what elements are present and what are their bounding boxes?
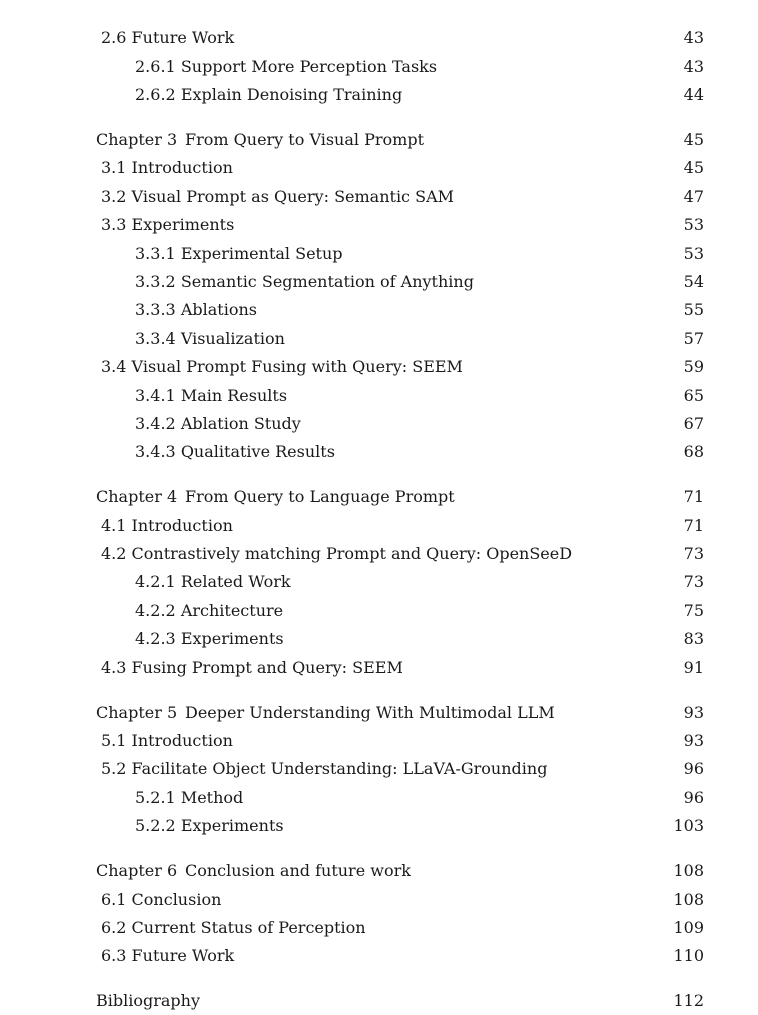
- toc-chapter-entry[interactable]: [0, 702, 758, 724]
- toc-page-number: 44: [683, 85, 704, 104]
- toc-page-number: 65: [683, 386, 704, 405]
- toc-entry-title: Qualitative Results: [180, 442, 335, 461]
- toc-entry-title: Future Work: [131, 28, 235, 47]
- toc-page-number: 73: [683, 544, 704, 563]
- toc-entry[interactable]: [0, 56, 758, 78]
- toc-page-number: 96: [683, 759, 704, 778]
- toc-entry-label: [96, 702, 555, 724]
- toc-entry-title: Explain Denoising Training: [180, 85, 403, 104]
- toc-entry[interactable]: [0, 271, 758, 293]
- toc-entry[interactable]: [0, 515, 758, 537]
- toc-chapter-number: Chapter 6: [96, 861, 178, 880]
- toc-entry-label: [101, 515, 233, 537]
- toc-entry-label: [135, 328, 285, 350]
- toc-entry[interactable]: [0, 657, 758, 679]
- toc-page-number: 91: [683, 658, 704, 677]
- toc-entry-number: 5.2: [101, 759, 127, 778]
- toc-entry-title: Related Work: [180, 572, 291, 591]
- toc-entry-number: 3.4: [101, 357, 127, 376]
- toc-entry-title: Ablation Study: [180, 414, 301, 433]
- toc-entry-label: [96, 129, 424, 151]
- toc-page-number: 59: [683, 357, 704, 376]
- toc-entry-title: Conclusion: [131, 890, 222, 909]
- toc-entry[interactable]: [0, 945, 758, 967]
- toc-page-number: 43: [683, 57, 704, 76]
- toc-page-number: 45: [683, 158, 704, 177]
- toc-entry-title: Semantic Segmentation of Anything: [180, 272, 474, 291]
- toc-entry-title: Introduction: [131, 516, 233, 535]
- toc-entry[interactable]: [0, 917, 758, 939]
- toc-entry[interactable]: [0, 214, 758, 236]
- toc-entry-number: 2.6: [101, 28, 127, 47]
- toc-entry[interactable]: [0, 543, 758, 565]
- toc-entry-label: [101, 730, 233, 752]
- toc-entry-number: 5.1: [101, 731, 127, 750]
- toc-entry-title: Ablations: [180, 300, 257, 319]
- toc-entry[interactable]: [0, 600, 758, 622]
- toc-entry-title: Support More Perception Tasks: [180, 57, 438, 76]
- toc-page-number: 109: [673, 918, 704, 937]
- toc-page-number: 55: [683, 300, 704, 319]
- toc-entry-title: Experimental Setup: [180, 244, 343, 263]
- toc-entry-number: 4.2.2: [135, 601, 176, 620]
- toc-entry[interactable]: [0, 787, 758, 809]
- toc-page-number: 43: [683, 28, 704, 47]
- toc-entry-label: [135, 84, 402, 106]
- toc-entry-number: 3.3: [101, 215, 127, 234]
- toc-entry-label: [135, 787, 243, 809]
- toc-entry[interactable]: [0, 628, 758, 650]
- toc-page-number: 71: [683, 487, 704, 506]
- toc-entry[interactable]: [0, 186, 758, 208]
- toc-entry[interactable]: [0, 571, 758, 593]
- toc-entry-label: [101, 27, 234, 49]
- toc-entry-title: Architecture: [180, 601, 284, 620]
- toc-entry-label: [135, 413, 301, 435]
- toc-chapter-title: Conclusion and future work: [185, 861, 411, 880]
- toc-chapter-number: Chapter 5: [96, 703, 178, 722]
- toc-entry-title: Introduction: [131, 158, 233, 177]
- toc-entry-title: Experiments: [180, 816, 284, 835]
- toc-chapter-title: From Query to Language Prompt: [185, 487, 455, 506]
- toc-bibliography-entry[interactable]: [0, 990, 758, 1012]
- toc-entry-label: [135, 299, 257, 321]
- toc-page-number: 93: [683, 731, 704, 750]
- toc-entry-number: 5.2.2: [135, 816, 176, 835]
- toc-page-number: 53: [683, 215, 704, 234]
- toc-entry-label: [135, 815, 284, 837]
- toc-entry-label: [101, 889, 221, 911]
- toc-entry-number: 4.2.3: [135, 629, 176, 648]
- toc-entry[interactable]: [0, 441, 758, 463]
- toc-page-number: 110: [673, 946, 704, 965]
- toc-entry-number: 3.1: [101, 158, 127, 177]
- toc-entry-label: [135, 571, 291, 593]
- toc-entry-number: 6.2: [101, 918, 127, 937]
- toc-page-number: 73: [683, 572, 704, 591]
- toc-entry[interactable]: [0, 758, 758, 780]
- toc-page-number: 67: [683, 414, 704, 433]
- toc-entry[interactable]: [0, 889, 758, 911]
- toc-entry-number: 2.6.2: [135, 85, 176, 104]
- toc-entry-label: [135, 56, 437, 78]
- toc-entry[interactable]: [0, 84, 758, 106]
- toc-page-number: 54: [683, 272, 704, 291]
- toc-entry-label: [101, 758, 547, 780]
- toc-entry-title: Future Work: [131, 946, 235, 965]
- toc-entry-number: 6.3: [101, 946, 127, 965]
- toc-chapter-title: Deeper Understanding With Multimodal LLM: [185, 703, 555, 722]
- toc-entry-label: [101, 214, 234, 236]
- toc-entry-number: 4.2: [101, 544, 127, 563]
- toc-entry-label: [101, 917, 366, 939]
- toc-chapter-number: Chapter 3: [96, 130, 178, 149]
- toc-page-number: 57: [683, 329, 704, 348]
- toc-page-number: 47: [683, 187, 704, 206]
- toc-entry-label: [135, 385, 287, 407]
- toc-entry-number: 2.6.1: [135, 57, 176, 76]
- toc-entry-label: [135, 271, 474, 293]
- toc-entry-number: 3.4.1: [135, 386, 176, 405]
- toc-entry[interactable]: [0, 356, 758, 378]
- toc-entry[interactable]: [0, 815, 758, 837]
- toc-entry-label: [101, 945, 234, 967]
- toc-page-number: 75: [683, 601, 704, 620]
- toc-chapter-title: From Query to Visual Prompt: [185, 130, 424, 149]
- toc-entry-title: Contrastively matching Prompt and Query: OpenSeeD: [131, 544, 573, 563]
- toc-entry-title: Facilitate Object Understanding: LLaVA-Grounding: [131, 759, 548, 778]
- toc-entry-title: Visual Prompt Fusing with Query: SEEM: [131, 357, 463, 376]
- toc-entry[interactable]: [0, 328, 758, 350]
- toc-page-number: 68: [683, 442, 704, 461]
- toc-entry-label: [101, 657, 403, 679]
- toc-entry-number: 3.4.3: [135, 442, 176, 461]
- toc-entry-title: Visual Prompt as Query: Semantic SAM: [131, 187, 454, 206]
- toc-entry-number: 3.3.3: [135, 300, 176, 319]
- toc-entry-label: [96, 486, 455, 508]
- toc-entry-label: [101, 186, 454, 208]
- toc-entry[interactable]: [0, 385, 758, 407]
- toc-entry-label: [135, 243, 343, 265]
- toc-page-number: 112: [673, 991, 704, 1010]
- toc-entry-label: [135, 441, 335, 463]
- toc-entry-number: 3.3.2: [135, 272, 176, 291]
- toc-entry-label: [96, 860, 411, 882]
- toc-chapter-entry[interactable]: [0, 486, 758, 508]
- toc-entry-title: Visualization: [180, 329, 285, 348]
- toc-entry-number: 4.3: [101, 658, 127, 677]
- toc-page-number: 83: [683, 629, 704, 648]
- toc-entry-title: Experiments: [180, 629, 284, 648]
- toc-entry-number: 6.1: [101, 890, 127, 909]
- toc-page-number: 71: [683, 516, 704, 535]
- toc-entry-number: 3.4.2: [135, 414, 176, 433]
- toc-entry-label: [101, 356, 463, 378]
- toc-entry-title: Main Results: [180, 386, 288, 405]
- toc-entry-title: Current Status of Perception: [131, 918, 366, 937]
- toc-entry-number: 4.2.1: [135, 572, 176, 591]
- toc-page-number: 103: [673, 816, 704, 835]
- toc-entry-label: [135, 600, 283, 622]
- toc-entry-number: 3.2: [101, 187, 127, 206]
- toc-page-number: 108: [673, 861, 704, 880]
- toc-entry-title: Experiments: [131, 215, 235, 234]
- toc-entry-title: Fusing Prompt and Query: SEEM: [131, 658, 403, 677]
- toc-page-number: 45: [683, 130, 704, 149]
- toc-entry-label: [135, 628, 284, 650]
- toc-entry[interactable]: [0, 413, 758, 435]
- toc-entry[interactable]: [0, 157, 758, 179]
- toc-entry-number: 4.1: [101, 516, 127, 535]
- toc-page-number: 108: [673, 890, 704, 909]
- toc-entry-title: Introduction: [131, 731, 233, 750]
- toc-entry-number: 3.3.1: [135, 244, 176, 263]
- toc-entry-title: Method: [180, 788, 244, 807]
- toc-entry-number: 5.2.1: [135, 788, 176, 807]
- toc-entry-label: [101, 157, 233, 179]
- toc-chapter-entry[interactable]: [0, 860, 758, 882]
- toc-entry[interactable]: [0, 27, 758, 49]
- toc-entry[interactable]: [0, 243, 758, 265]
- toc-chapter-number: Chapter 4: [96, 487, 178, 506]
- toc-chapter-entry[interactable]: [0, 129, 758, 151]
- toc-page-number: 93: [683, 703, 704, 722]
- toc-page-number: 96: [683, 788, 704, 807]
- toc-entry-number: 3.3.4: [135, 329, 176, 348]
- toc-entry-label: [101, 543, 572, 565]
- toc-entry[interactable]: [0, 730, 758, 752]
- toc-page-number: 53: [683, 244, 704, 263]
- toc-entry-title: Bibliography: [96, 991, 200, 1010]
- toc-entry[interactable]: [0, 299, 758, 321]
